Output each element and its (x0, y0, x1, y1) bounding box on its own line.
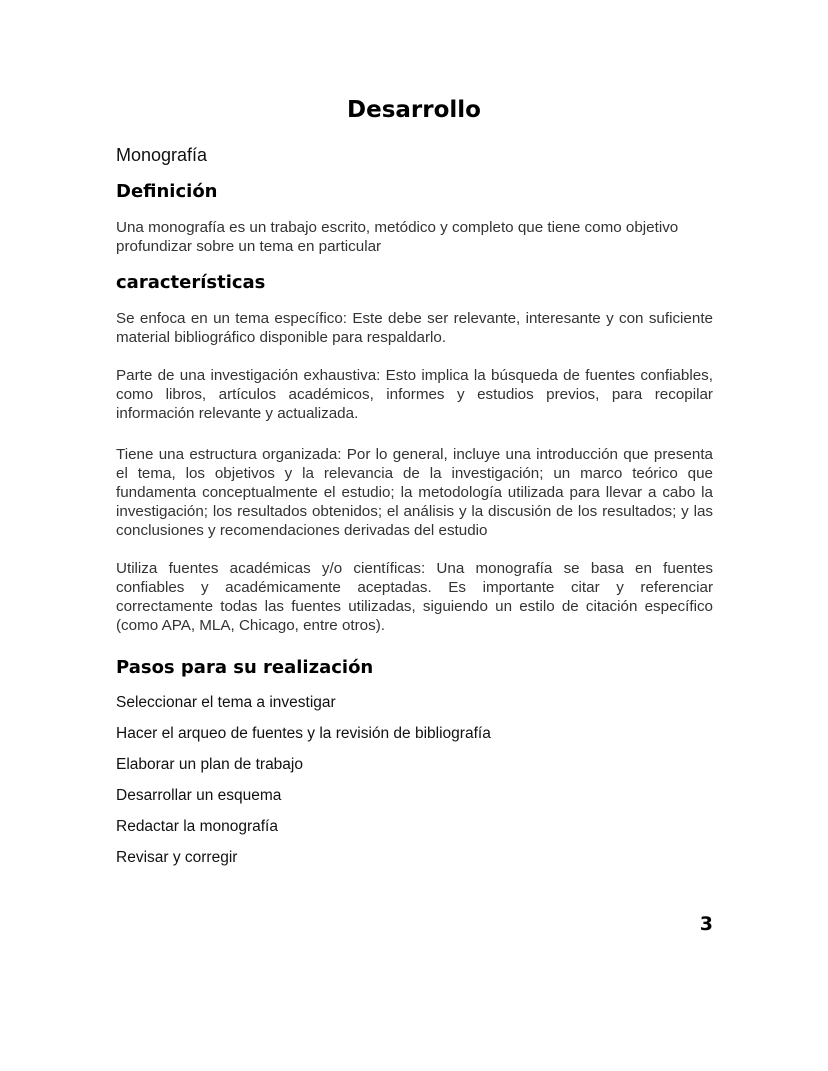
characteristic-paragraph-4: Utiliza fuentes académicas y/o científicas: Una monografía se basa en fuentes confiables y académicamente aceptadas. Es importante citar y referenciar correctamente todas las fuentes utilizadas, siguiendo un estilo de citación específico (como APA, MLA, Chicago, entre otros). (116, 560, 713, 634)
heading-definicion: Definición (116, 181, 218, 202)
characteristic-paragraph-3: Tiene una estructura organizada: Por lo general, incluye una introducción que presenta el tema, los objetivos y la relevancia de la investigación; un marco teórico que fundamenta conceptualmente el estudio; la metodología utilizada para llevar a cabo la investigación; los resultados obtenidos; el análisis y la discusión de los resultados; y las conclusiones y recomendaciones derivadas del estudio (116, 446, 713, 539)
definition-paragraph: Una monografía es un trabajo escrito, metódico y completo que tiene como objetivo profundizar sobre un tema en particular (116, 219, 679, 255)
heading-caracteristicas: características (116, 272, 266, 293)
document-subtitle: Monografía (116, 145, 208, 165)
step-item: Hacer el arqueo de fuentes y la revisión de bibliografía (116, 725, 491, 742)
page-title: Desarrollo (347, 97, 481, 123)
page-number: 3 (699, 913, 713, 935)
characteristic-paragraph-2: Parte de una investigación exhaustiva: Esto implica la búsqueda de fuentes confiables, como libros, artículos académicos, informes y estudios previos, para recopilar información relevante y actualizada. (116, 367, 713, 422)
step-item: Desarrollar un esquema (116, 787, 282, 804)
step-item: Redactar la monografía (116, 818, 278, 835)
heading-pasos: Pasos para su realización (116, 657, 374, 678)
step-item: Revisar y corregir (116, 849, 238, 866)
step-item: Seleccionar el tema a investigar (116, 694, 336, 711)
steps-list (116, 693, 491, 879)
characteristic-paragraph-1: Se enfoca en un tema específico: Este debe ser relevante, interesante y con suficiente material bibliográfico disponible para respaldarlo. (116, 310, 713, 346)
step-item: Elaborar un plan de trabajo (116, 756, 303, 773)
